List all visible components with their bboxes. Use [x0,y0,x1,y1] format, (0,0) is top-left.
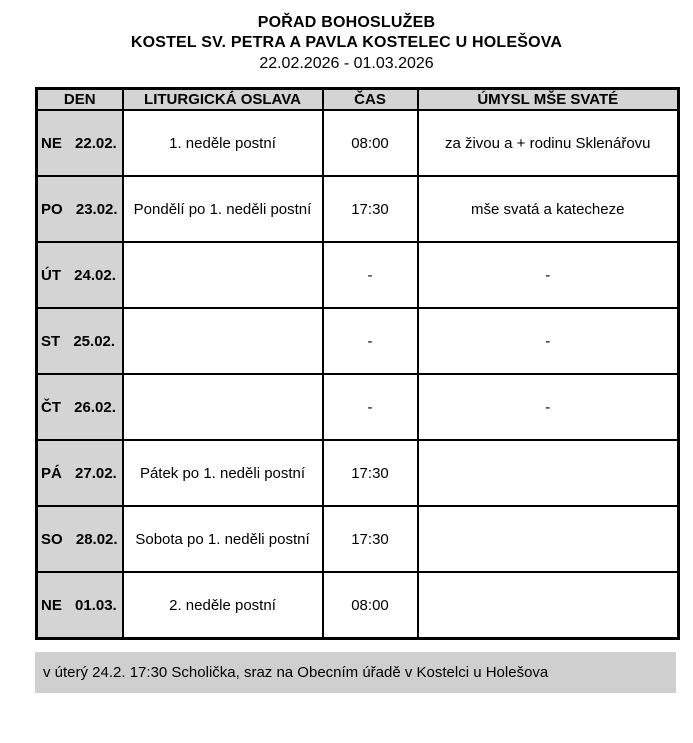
day-abbr: PO [41,200,63,218]
intention-cell [418,440,679,506]
table-row [37,110,679,176]
time-cell: 17:30 [323,176,418,242]
liturgy-cell [123,308,323,374]
day-cell [37,506,123,572]
column-header-umysl-mse-svate: ÚMYSL MŠE SVATÉ [418,89,679,111]
column-header-den: DEN [37,89,123,111]
day-abbr: ÚT [41,266,61,284]
table-row [37,176,679,242]
day-abbr: NE [41,596,62,614]
day-cell [37,110,123,176]
day-abbr: PÁ [41,464,62,482]
date-range: 22.02.2026 - 01.03.2026 [259,55,434,72]
intention-cell [418,506,679,572]
day-abbr: ST [41,332,61,350]
day-date: 26.02. [74,398,116,416]
column-header-cas: ČAS [323,89,418,111]
day-abbr: ČT [41,398,61,416]
day-date: 27.02. [75,464,117,482]
table-row [37,572,679,639]
table-header-row [37,89,679,111]
intention-cell: - [418,374,679,440]
schedule-table [35,87,680,640]
table-row [37,506,679,572]
day-cell [37,242,123,308]
page-subtitle: KOSTEL SV. PETRA A PAVLA KOSTELEC U HOLEŠOVA [130,34,563,51]
liturgy-cell: Pondělí po 1. neděli postní [123,176,323,242]
intention-cell: - [418,308,679,374]
liturgy-cell: 2. neděle postní [123,572,323,639]
day-date: 22.02. [75,134,117,152]
time-cell: 08:00 [323,110,418,176]
time-cell: - [323,308,418,374]
day-abbr: SO [41,530,63,548]
liturgy-cell: Sobota po 1. neděli postní [123,506,323,572]
day-cell [37,572,123,639]
table-row [37,440,679,506]
day-cell [37,308,123,374]
footer-note-bar [35,652,676,693]
intention-cell [418,572,679,639]
column-header-liturgicka-oslava: LITURGICKÁ OSLAVA [123,89,323,111]
table-row [37,374,679,440]
time-cell: 17:30 [323,440,418,506]
liturgy-cell: Pátek po 1. neděli postní [123,440,323,506]
table-row [37,308,679,374]
time-cell: - [323,374,418,440]
liturgy-cell: 1. neděle postní [123,110,323,176]
footer-note: v úterý 24.2. 17:30 Scholička, sraz na Obecním úřadě v Kostelci u Holešova [43,664,549,681]
intention-cell: - [418,242,679,308]
liturgy-cell [123,242,323,308]
day-date: 01.03. [75,596,117,614]
day-cell [37,176,123,242]
intention-cell: mše svatá a katecheze [418,176,679,242]
intention-cell: za živou a + rodinu Sklenářovu [418,110,679,176]
document-header [0,0,693,74]
time-cell: - [323,242,418,308]
day-abbr: NE [41,134,62,152]
day-date: 23.02. [75,200,118,218]
time-cell: 08:00 [323,572,418,639]
table-row [37,242,679,308]
day-date: 28.02. [75,530,118,548]
day-date: 24.02. [74,266,116,284]
day-cell [37,440,123,506]
page-title: POŘAD BOHOSLUŽEB [257,14,436,31]
day-cell [37,374,123,440]
liturgy-cell [123,374,323,440]
day-date: 25.02. [73,332,116,350]
time-cell: 17:30 [323,506,418,572]
